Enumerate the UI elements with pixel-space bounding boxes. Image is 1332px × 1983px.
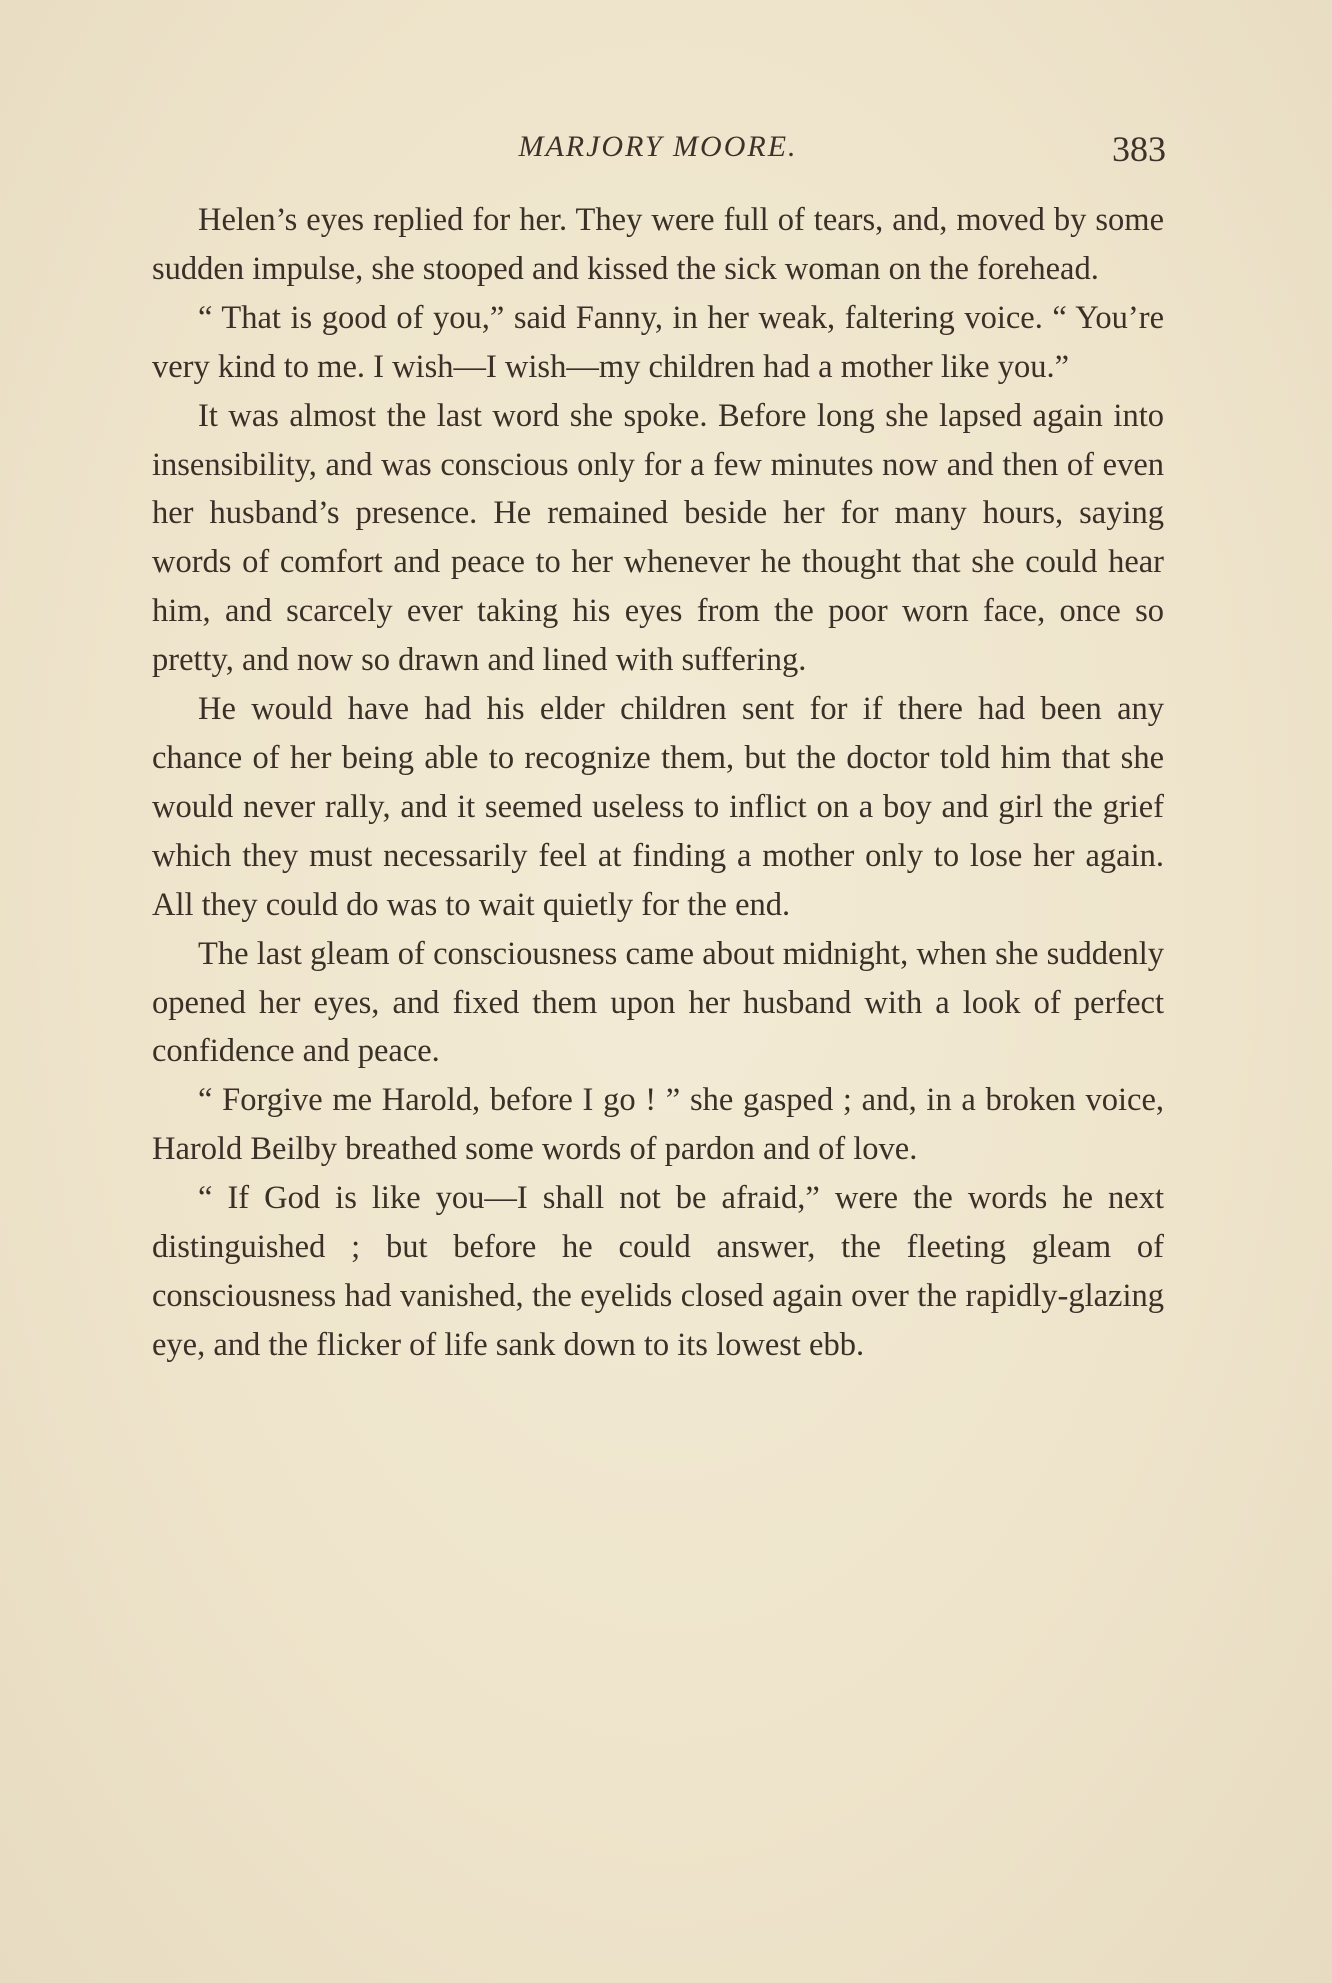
- body-text: [152, 196, 1164, 1370]
- page-number: 383: [1112, 129, 1166, 169]
- paragraph: He would have had his elder children sent for if there had been any chance of her being able to recognize them, but the doctor told him that she would never rally, and it seemed useless to inflict on a boy and girl the grief which they must necessarily feel at finding a mother only to lose her again. All they could do was to wait quietly for the end.: [152, 691, 1164, 923]
- paragraph: “ That is good of you,” said Fanny, in her weak, faltering voice. “ You’re very kind to me. I wish—I wish—my children had a mother like you.”: [152, 299, 1164, 385]
- paragraph: Helen’s eyes replied for her. They were full of tears, and, moved by some sudden impulse, she stooped and kissed the sick woman on the forehead.: [152, 202, 1164, 287]
- paragraph: “ If God is like you—I shall not be afraid,” were the words he next distinguished ; but before he could answer, the fleeting gleam of consciousness had vanished, the eyelids closed again over the rapidly-glazing eye, and the flicker of life sank down to its lowest ebb.: [152, 1180, 1164, 1363]
- running-head: [150, 124, 1166, 174]
- paragraph: “ Forgive me Harold, before I go ! ” she gasped ; and, in a broken voice, Harold Beilby breathed some words of pardon and of love.: [152, 1082, 1164, 1168]
- paragraph: It was almost the last word she spoke. Before long she lapsed again into insensibility, and was conscious only for a few minutes now and then of even her husband’s presence. He remained beside her for many hours, saying words of comfort and peace to her whenever he thought that she could hear him, and scarcely ever taking his eyes from the poor worn face, once so pretty, and now so drawn and lined with suffering.: [152, 397, 1164, 679]
- running-title: MARJORY MOORE.: [518, 130, 798, 163]
- paragraph: The last gleam of consciousness came about midnight, when she suddenly opened her eyes, and fixed them upon her husband with a look of perfect confidence and peace.: [152, 935, 1164, 1070]
